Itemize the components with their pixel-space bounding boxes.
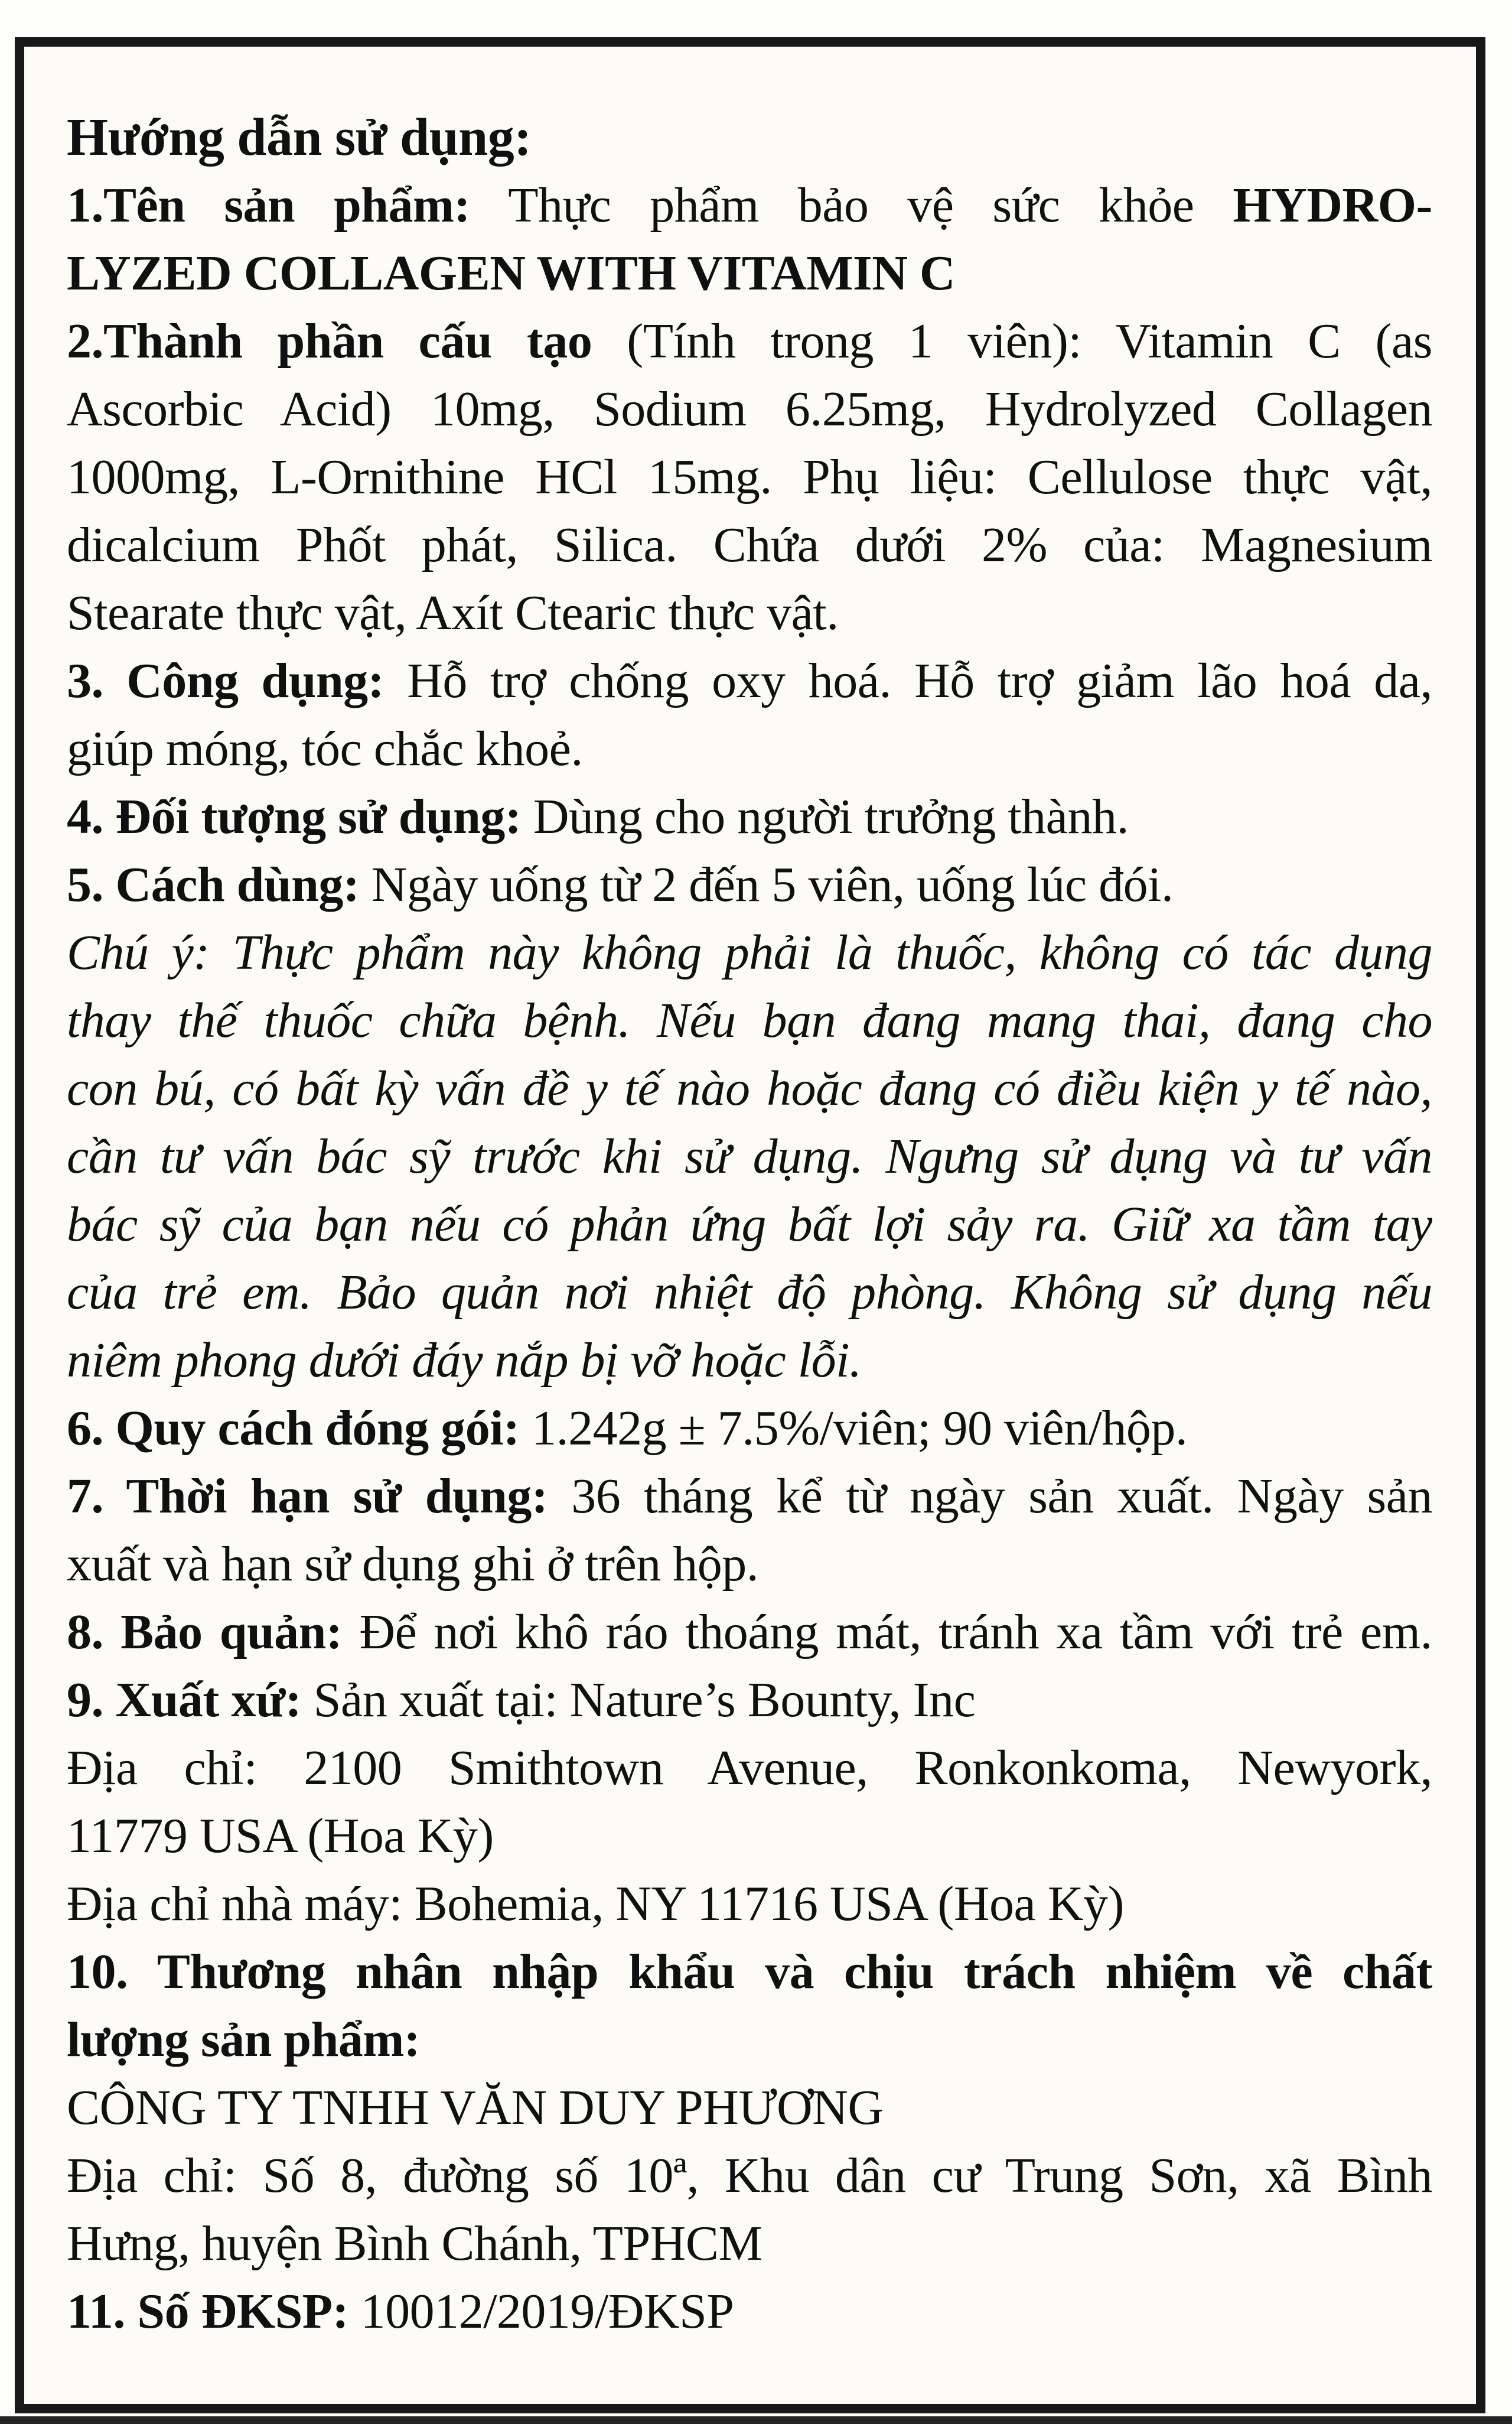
text-line — [67, 1462, 1432, 1530]
text-line — [67, 2277, 1432, 2345]
text-line — [67, 443, 1432, 511]
text-line — [67, 239, 1432, 307]
text-line — [67, 579, 1432, 647]
text-segment: 11. Số ĐKSP: — [67, 2284, 349, 2339]
label-text — [67, 103, 1432, 2345]
text-line — [67, 851, 1432, 919]
text-segment: Ngày uống từ 2 đến 5 viên, uống lúc đói. — [359, 857, 1174, 912]
text-segment: 36 tháng kể từ ngày sản xuất. Ngày sản — [548, 1469, 1432, 1524]
text-line — [67, 1530, 1432, 1598]
text-segment: 2.Thành phần cấu tạo — [67, 314, 592, 369]
text-line — [67, 1258, 1432, 1326]
text-segment: niêm phong dưới đáy nắp bị vỡ hoặc lỗi. — [67, 1333, 862, 1388]
text-segment: 9. Xuất xứ: — [67, 1673, 302, 1727]
text-segment: Để nơi khô ráo thoáng mát, tránh xa tầm với trẻ em. — [342, 1605, 1432, 1660]
text-segment: Thực phẩm bảo vệ sức khỏe — [470, 178, 1233, 233]
text-segment: dicalcium Phốt phát, Silica. Chứa dưới 2% của: Magnesium — [67, 518, 1432, 572]
text-segment: Chú ý: Thực phẩm này không phải là thuốc, không có tác dụng — [67, 925, 1432, 980]
text-line — [67, 1734, 1432, 1802]
text-segment: Địa chỉ: Số 8, đường số 10ª, Khu dân cư Trung Sơn, xã Bình — [67, 2148, 1432, 2203]
text-segment: 10012/2019/ĐKSP — [348, 2284, 734, 2339]
text-segment: 3. Công dụng: — [67, 653, 384, 708]
text-line — [67, 1055, 1432, 1122]
text-line — [67, 2210, 1432, 2277]
text-segment: Dùng cho người trưởng thành. — [521, 789, 1129, 844]
text-segment: Hưng, huyện Bình Chánh, TPHCM — [67, 2216, 762, 2271]
text-segment: 10. Thương nhân nhập khẩu và chịu trách nhiệm về chất — [67, 1944, 1432, 1999]
text-line — [67, 511, 1432, 579]
text-segment: 4. Đối tượng sử dụng: — [67, 789, 522, 844]
text-line — [67, 103, 1432, 171]
text-segment: Hỗ trợ chống oxy hoá. Hỗ trợ giảm lão hoá da, — [384, 653, 1432, 708]
text-line — [67, 2006, 1432, 2074]
text-segment: Hướng dẫn sử dụng: — [67, 108, 532, 167]
text-segment: Địa chỉ nhà máy: Bohemia, NY 11716 USA (Hoa Kỳ) — [67, 1876, 1124, 1931]
text-line — [67, 2142, 1432, 2210]
text-segment: cần tư vấn bác sỹ trước khi sử dụng. Ngưng sử dụng và tư vấn — [67, 1129, 1432, 1184]
text-line — [67, 171, 1432, 239]
text-line — [67, 1598, 1432, 1666]
text-line — [67, 375, 1432, 443]
text-line — [67, 647, 1432, 715]
label-border-frame — [15, 37, 1485, 2413]
text-segment: Ascorbic Acid) 10mg, Sodium 6.25mg, Hydrolyzed Collagen — [67, 382, 1432, 437]
text-segment: Stearate thực vật, Axít Ctearic thực vật. — [67, 585, 839, 640]
text-segment: LYZED COLLAGEN WITH VITAMIN C — [67, 246, 956, 301]
text-segment: CÔNG TY TNHH VĂN DUY PHƯƠNG — [67, 2080, 884, 2135]
text-segment: 6. Quy cách đóng gói: — [67, 1401, 520, 1456]
text-segment: bác sỹ của bạn nếu có phản ứng bất lợi sảy ra. Giữ xa tầm tay — [67, 1197, 1432, 1252]
text-line — [67, 1394, 1432, 1462]
text-segment: 8. Bảo quản: — [67, 1605, 343, 1660]
text-line — [67, 987, 1432, 1055]
text-line — [67, 1122, 1432, 1190]
text-segment: (Tính trong 1 viên): Vitamin C (as — [592, 314, 1432, 369]
scan-edge-artifact — [0, 2416, 1512, 2424]
text-line — [67, 715, 1432, 783]
text-line — [67, 1938, 1432, 2006]
text-line — [67, 1870, 1432, 1938]
text-segment: thay thế thuốc chữa bệnh. Nếu bạn đang mang thai, đang cho — [67, 993, 1432, 1048]
text-line — [67, 2074, 1432, 2142]
text-segment: 1000mg, L-Ornithine HCl 15mg. Phụ liệu: Cellulose thực vật, — [67, 450, 1432, 505]
text-segment: lượng sản phẩm: — [67, 2012, 421, 2067]
text-segment: 1.Tên sản phẩm: — [67, 178, 470, 233]
text-line — [67, 307, 1432, 375]
text-line — [67, 1326, 1432, 1394]
text-line — [67, 783, 1432, 851]
text-line — [67, 919, 1432, 987]
text-segment: 5. Cách dùng: — [67, 857, 360, 912]
text-line — [67, 1802, 1432, 1870]
text-segment: 1.242g ± 7.5%/viên; 90 viên/hộp. — [519, 1401, 1188, 1456]
text-line — [67, 1190, 1432, 1258]
text-segment: 7. Thời hạn sử dụng: — [67, 1469, 548, 1524]
text-segment: Sản xuất tại: Nature’s Bounty, Inc — [301, 1673, 976, 1727]
text-segment: giúp móng, tóc chắc khoẻ. — [67, 721, 583, 776]
text-segment: Địa chỉ: 2100 Smithtown Avenue, Ronkonkoma, Newyork, — [67, 1740, 1432, 1795]
text-segment: của trẻ em. Bảo quản nơi nhiệt độ phòng. Không sử dụng nếu — [67, 1265, 1432, 1320]
text-line — [67, 1666, 1432, 1734]
text-segment: con bú, có bất kỳ vấn đề y tế nào hoặc đang có điều kiện y tế nào, — [67, 1061, 1432, 1116]
text-segment: xuất và hạn sử dụng ghi ở trên hộp. — [67, 1537, 759, 1592]
text-segment: HYDRO- — [1233, 178, 1432, 233]
text-segment: 11779 USA (Hoa Kỳ) — [67, 1808, 494, 1863]
